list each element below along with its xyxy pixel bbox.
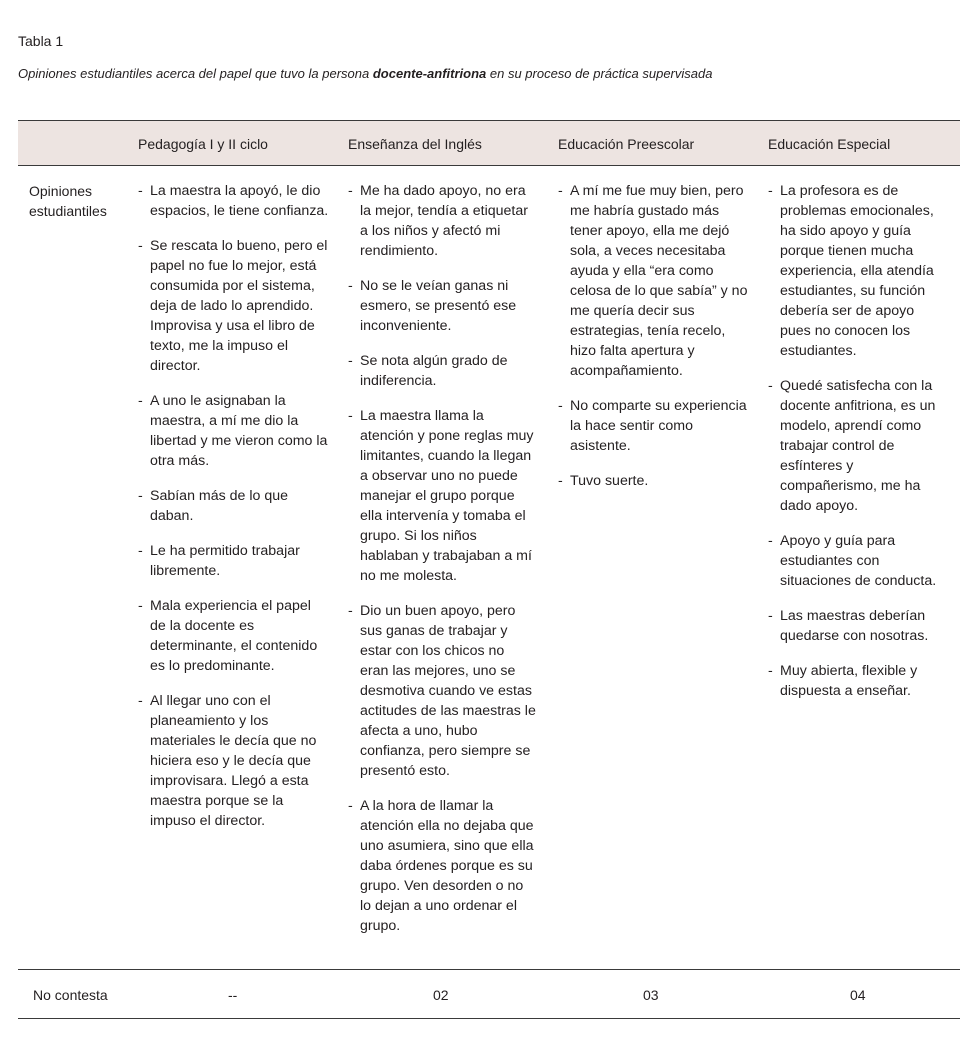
- opinion-text: Dio un buen apoyo, pero sus ganas de trabajar y estar con los chicos no eran las mejores, uno se desmotiva cuando ve estas actitudes de las maestras le afecta a uno, hubo confianza, pero siempre se presentó esto.: [360, 603, 536, 779]
- row-label-opiniones: Opiniones estudiantiles: [29, 183, 107, 219]
- header-pedagogia: Pedagogía I y II ciclo: [138, 136, 268, 152]
- opinions-table: [18, 120, 960, 1019]
- opinion-text: Me ha dado apoyo, no era la mejor, tendía a etiquetar a los niños y afectó mi rendimiento.: [360, 183, 528, 259]
- opinion-item: - Se nota algún grado de indiferencia.: [348, 353, 508, 389]
- no-contesta-preescolar: 03: [643, 987, 659, 1003]
- opinion-item: - Tuvo suerte.: [558, 473, 649, 489]
- opinion-item: - A la hora de llamar la atención ella no dejaba que uno asumiera, sino que ella daba órdenes porque es su grupo. Ven desorden o no lo dejan a uno ordenar el grupo.: [348, 798, 534, 934]
- opinion-item: - Me ha dado apoyo, no era la mejor, tendía a etiquetar a los niños y afectó mi rendimiento.: [348, 183, 528, 259]
- opinion-text: La profesora es de problemas emocionales, ha sido apoyo y guía porque tienen mucha experiencia, ella atendía estudiantes, su función debería ser de apoyo pues no conocen los estudiantes.: [780, 183, 934, 359]
- opinion-item: - La profesora es de problemas emocionales, ha sido apoyo y guía porque tienen mucha experiencia, ella atendía estudiantes, su función debería ser de apoyo pues no conocen los estudiantes.: [768, 183, 934, 359]
- opinion-item: - La maestra la apoyó, le dio espacios, le tiene confianza.: [138, 183, 329, 219]
- caption-bold-term: docente-anfitriona: [372, 66, 487, 81]
- opinion-text: Las maestras deberían quedarse con nosotras.: [780, 608, 929, 644]
- opinion-item: - Mala experiencia el papel de la docente es determinante, el contenido es lo predominante.: [138, 598, 318, 674]
- opinion-text: Le ha permitido trabajar libremente.: [150, 543, 300, 579]
- opinion-item: - Muy abierta, flexible y dispuesta a enseñar.: [768, 663, 918, 699]
- opinion-item: - Las maestras deberían quedarse con nosotras.: [768, 608, 929, 644]
- opinion-text: No se le veían ganas ni esmero, se presentó ese inconveniente.: [360, 278, 517, 334]
- opinion-item: - No se le veían ganas ni esmero, se presentó ese inconveniente.: [348, 278, 517, 334]
- table-caption: [18, 66, 712, 81]
- opinion-item: - Al llegar uno con el planeamiento y los materiales le decía que no hiciera eso y le decía que improvisara. Llegó a esta maestra porque se la impuso el director.: [138, 693, 317, 829]
- opinion-text: Tuvo suerte.: [570, 473, 649, 489]
- opinion-item: - Se rescata lo bueno, pero el papel no fue lo mejor, está consumida por el sistema, deja de lado lo aprendido. Improvisa y usa el libro de texto, me la impuso el director.: [138, 238, 328, 374]
- opinion-item: - Sabían más de lo que daban.: [138, 488, 289, 524]
- opinions-row: [18, 166, 960, 970]
- opinion-text: Quedé satisfecha con la docente anfitriona, es un modelo, aprendí como trabajar control de esfínteres y compañerismo, me ha dado apoyo.: [780, 378, 936, 514]
- no-contesta-ingles: 02: [433, 987, 449, 1003]
- opinion-text: Apoyo y guía para estudiantes con situaciones de conducta.: [780, 533, 937, 589]
- row-label-no-contesta: No contesta: [33, 987, 108, 1003]
- opinion-item: - Quedé satisfecha con la docente anfitriona, es un modelo, aprendí como trabajar control de esfínteres y compañerismo, me ha dado apoyo.: [768, 378, 936, 514]
- opinion-text: Al llegar uno con el planeamiento y los materiales le decía que no hiciera eso y le decía que improvisara. Llegó a esta maestra porque se la impuso el director.: [150, 693, 317, 829]
- opinion-item: - A mí me fue muy bien, pero me habría gustado más tener apoyo, ella me dejó sola, a veces necesitaba ayuda y ella “era como celosa de lo que sabía” y no me quería decir sus estrategias, tenía recelo, hizo falta apertura y acompañamiento.: [558, 183, 748, 379]
- header-ingles: Enseñanza del Inglés: [348, 136, 482, 152]
- column-ingles: [348, 181, 536, 951]
- opinion-text: La maestra la apoyó, le dio espacios, le tiene confianza.: [150, 183, 329, 219]
- column-preescolar: [558, 181, 748, 506]
- caption-text-end: en su proceso de práctica supervisada: [486, 66, 713, 81]
- no-contesta-pedagogia: --: [228, 987, 238, 1003]
- no-contesta-row: [18, 970, 960, 1019]
- header-preescolar: Educación Preescolar: [558, 136, 695, 152]
- opinion-text: A uno le asignaban la maestra, a mí me dio la libertad y me vieron como la otra más.: [150, 393, 328, 469]
- table-number: Tabla 1: [18, 33, 64, 49]
- opinion-text: A la hora de llamar la atención ella no dejaba que uno asumiera, sino que ella daba órdenes porque es su grupo. Ven desorden o no lo dejan a uno ordenar el grupo.: [360, 798, 534, 934]
- opinion-text: Mala experiencia el papel de la docente es determinante, el contenido es lo predominante.: [150, 598, 318, 674]
- no-contesta-especial: 04: [850, 987, 866, 1003]
- opinion-text: A mí me fue muy bien, pero me habría gustado más tener apoyo, ella me dejó sola, a veces necesitaba ayuda y ella “era como celosa de lo que sabía” y no me quería decir sus estrategias, tenía recelo, hizo falta apertura y acompañamiento.: [570, 183, 748, 379]
- opinion-item: - A uno le asignaban la maestra, a mí me dio la libertad y me vieron como la otra más.: [138, 393, 328, 469]
- opinion-text: La maestra llama la atención y pone reglas muy limitantes, cuando la llegan a observar uno no puede manejar el grupo porque ella intervenía y tomaba el grupo. Si los niños hablaban y trabajaban a mí no me molesta.: [360, 408, 534, 584]
- opinion-text: No comparte su experiencia la hace sentir como asistente.: [570, 398, 747, 454]
- opinion-text: Se rescata lo bueno, pero el papel no fue lo mejor, está consumida por el sistema, deja de lado lo aprendido. Improvisa y usa el libro de texto, me la impuso el director.: [150, 238, 328, 374]
- opinion-text: Muy abierta, flexible y dispuesta a enseñar.: [780, 663, 918, 699]
- opinion-item: - Apoyo y guía para estudiantes con situaciones de conducta.: [768, 533, 937, 589]
- opinion-item: - Dio un buen apoyo, pero sus ganas de trabajar y estar con los chicos no eran las mejores, uno se desmotiva cuando ve estas actitudes de las maestras le afecta a uno, hubo confianza, pero siempre se presentó esto.: [348, 603, 536, 779]
- opinion-text: Se nota algún grado de indiferencia.: [360, 353, 508, 389]
- table-header-row: [18, 120, 960, 166]
- opinion-text: Sabían más de lo que daban.: [150, 488, 289, 524]
- opinion-item: - No comparte su experiencia la hace sentir como asistente.: [558, 398, 747, 454]
- column-especial: [768, 181, 948, 716]
- column-pedagogia: [138, 181, 330, 846]
- caption-text-start: Opiniones estudiantiles acerca del papel que tuvo la persona: [18, 66, 373, 81]
- header-especial: Educación Especial: [768, 136, 891, 152]
- opinion-item: - La maestra llama la atención y pone reglas muy limitantes, cuando la llegan a observar uno no puede manejar el grupo porque ella intervenía y tomaba el grupo. Si los niños hablaban y trabajaban a mí no me molesta.: [348, 408, 534, 584]
- opinion-item: - Le ha permitido trabajar libremente.: [138, 543, 300, 579]
